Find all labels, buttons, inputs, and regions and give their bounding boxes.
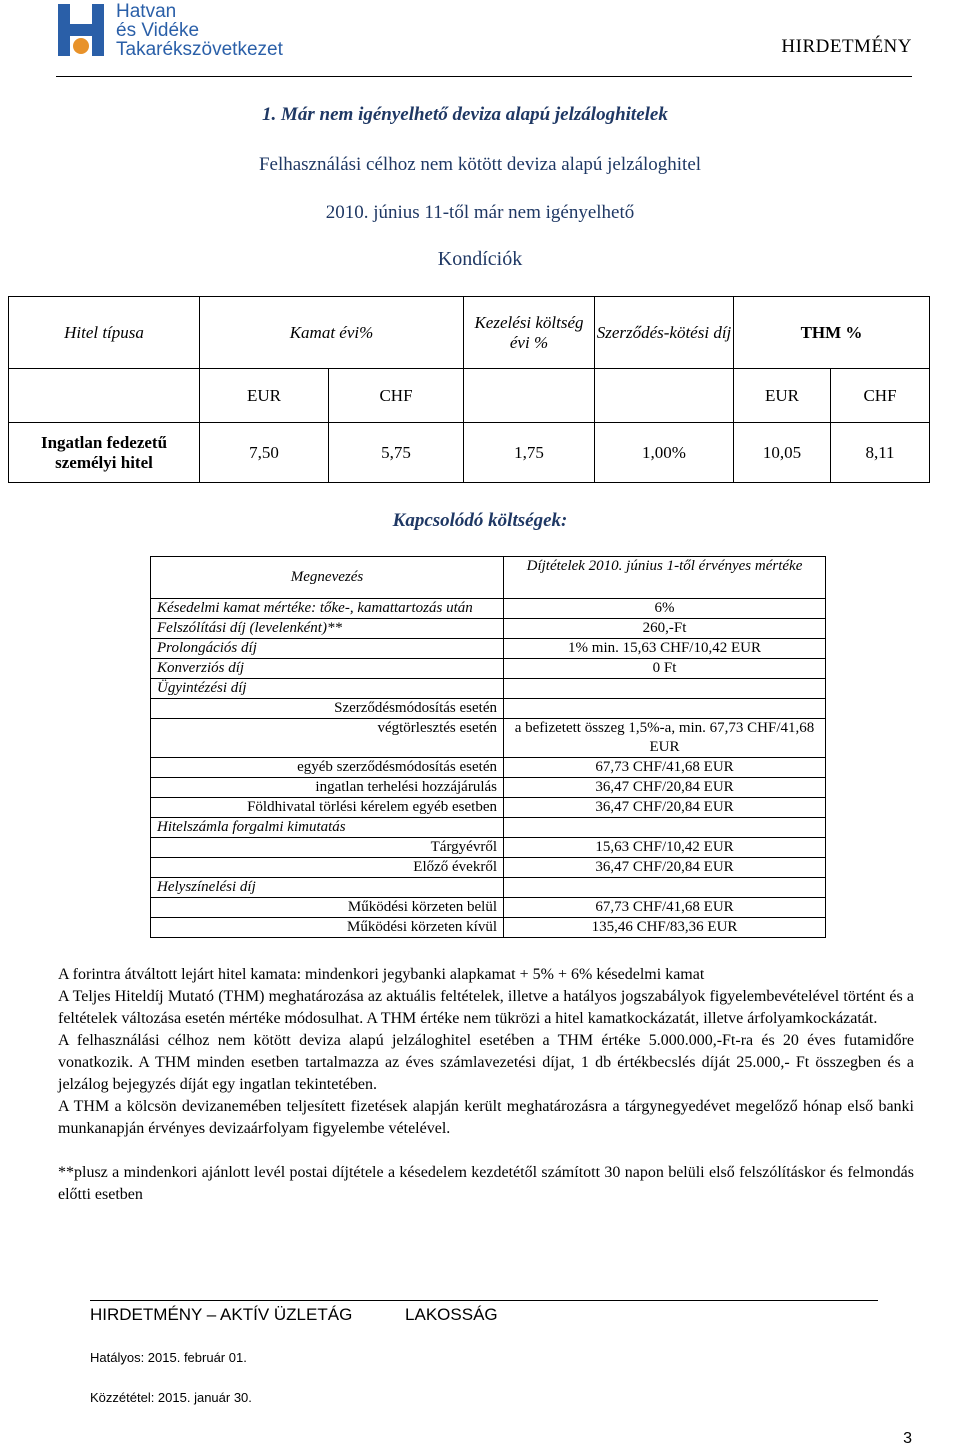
fee-value xyxy=(504,699,826,719)
footer-right: LAKOSSÁG xyxy=(405,1305,498,1324)
footer-divider xyxy=(90,1300,878,1301)
fee-value: 36,47 CHF/20,84 EUR xyxy=(504,858,826,878)
fee-name: Prolongációs díj xyxy=(151,639,504,659)
fees-header-name: Megnevezés xyxy=(151,557,504,599)
conditions-data-row xyxy=(9,423,930,483)
fees-header-row xyxy=(151,557,826,599)
fee-value: 15,63 CHF/10,42 EUR xyxy=(504,838,826,858)
fee-name: Konverziós díj xyxy=(151,659,504,679)
note-paragraph: A forintra átváltott lejárt hitel kamata: mindenkori jegybanki alapkamat + 5% + 6% késedelmi kamat xyxy=(58,966,705,983)
page-number: 3 xyxy=(903,1430,912,1447)
fee-name: Helyszínelési díj xyxy=(151,878,504,898)
note-paragraph: **plusz a mindenkori ajánlott levél postai díjtétele a késedelem kezdetétől számított 30 napon belüli első felszólításkor és felmondás előtti esetben xyxy=(58,1164,914,1203)
fee-name: Tárgyévről xyxy=(151,838,504,858)
empty-cell xyxy=(464,369,595,423)
fee-value xyxy=(504,679,826,699)
fee-name: Előző évekről xyxy=(151,858,504,878)
fee-value: 36,47 CHF/20,84 EUR xyxy=(504,798,826,818)
conditions-table xyxy=(8,296,930,483)
logo-text xyxy=(116,2,283,59)
fee-row xyxy=(151,679,826,699)
fee-name: Szerződésmódosítás esetén xyxy=(151,699,504,719)
logo-mark-icon xyxy=(56,2,112,58)
conditions-header-row xyxy=(9,297,930,369)
fee-value: 1% min. 15,63 CHF/10,42 EUR xyxy=(504,639,826,659)
fee-row xyxy=(151,719,826,758)
logo-line-3: Takarékszövetkezet xyxy=(116,39,283,60)
fee-value: 6% xyxy=(504,599,826,619)
col-header: THM % xyxy=(734,297,930,369)
fee-name: ingatlan terhelési hozzájárulás xyxy=(151,778,504,798)
fee-value: 0 Ft xyxy=(504,659,826,679)
fee-row xyxy=(151,699,826,719)
fee-row xyxy=(151,639,826,659)
logo-line-2: és Vidéke xyxy=(116,20,200,41)
col-header: Kezelési költség évi % xyxy=(464,297,595,369)
fee-value: 36,47 CHF/20,84 EUR xyxy=(504,778,826,798)
conditions-subheader-row xyxy=(9,369,930,423)
logo xyxy=(56,2,316,58)
fee-name: végtörlesztés esetén xyxy=(151,719,504,758)
header-divider xyxy=(56,76,912,77)
fees-header-value: Díjtételek 2010. június 1-től érvényes mértéke xyxy=(504,557,826,599)
conditions-title: Kondíciók xyxy=(437,248,523,270)
fee-row xyxy=(151,758,826,778)
cell-value: 7,50 xyxy=(200,423,329,483)
col-header: Hitel típusa xyxy=(9,297,200,369)
fee-name: Ügyintézési díj xyxy=(151,679,504,699)
fee-row xyxy=(151,798,826,818)
cell-value: 1,75 xyxy=(464,423,595,483)
fee-row xyxy=(151,898,826,918)
fee-row xyxy=(151,878,826,898)
subtitle: Felhasználási célhoz nem kötött deviza alapú jelzáloghitel xyxy=(258,154,702,175)
published-date: Közzététel: 2015. január 30. xyxy=(90,1390,252,1405)
fee-value: 260,-Ft xyxy=(504,619,826,639)
fee-row xyxy=(151,659,826,679)
fee-name: Hitelszámla forgalmi kimutatás xyxy=(151,818,504,838)
sub-header: CHF xyxy=(329,369,464,423)
footer-left: HIRDETMÉNY – AKTÍV ÜZLETÁG xyxy=(90,1305,353,1324)
header-title: HIRDETMÉNY xyxy=(781,36,912,57)
effective-date: Hatályos: 2015. február 01. xyxy=(90,1350,247,1365)
fee-value xyxy=(504,818,826,838)
note-paragraph: A THM a kölcsön devizanemében teljesített fizetések alapján került meghatározásra a tárgynegyedévet megelőző hónap első banki munkanapján érvényes devizaárfolyam figyelembe vételével. xyxy=(58,1098,914,1137)
empty-cell xyxy=(595,369,734,423)
fee-name: Működési körzeten belül xyxy=(151,898,504,918)
fee-row xyxy=(151,778,826,798)
fee-name: Földhivatal törlési kérelem egyéb esetben xyxy=(151,798,504,818)
empty-cell xyxy=(9,369,200,423)
fee-name: Késedelmi kamat mértéke: tőke-, kamattartozás után xyxy=(151,599,504,619)
cell-value: 8,11 xyxy=(831,423,930,483)
note-paragraph: A felhasználási célhoz nem kötött deviza alapú jelzáloghitel esetében a THM értéke 5.000.000,-Ft-ra és 20 éves futamidőre vonatkozik. A THM minden esetben tartalmazza az éves számlavezetési díjat, 1 db értékbecslés díját 25.000,- Ft összegben és a jelzálog bejegyzés díját egy ingatlan tekintetében. xyxy=(58,1032,914,1093)
fees-table xyxy=(150,556,826,938)
note-paragraph: A Teljes Hiteldíj Mutató (THM) meghatározása az aktuális feltételek, illetve a hatályos jogszabályok figyelembevételével történt és a feltételek változása esetén mértéke módosulhat. A THM értéke nem tükrözi a hitel kamatkockázatát, illetve árfolyamkockázatát. xyxy=(58,988,914,1027)
fee-name: egyéb szerződésmódosítás esetén xyxy=(151,758,504,778)
fee-row xyxy=(151,818,826,838)
fee-value: 67,73 CHF/41,68 EUR xyxy=(504,898,826,918)
sub-header: EUR xyxy=(734,369,831,423)
sub-header: CHF xyxy=(831,369,930,423)
fee-value xyxy=(504,878,826,898)
row-label: Ingatlan fedezetű személyi hitel xyxy=(9,423,200,483)
fee-row xyxy=(151,619,826,639)
fee-value: 135,46 CHF/83,36 EUR xyxy=(504,918,826,938)
fee-value: a befizetett összeg 1,5%-a, min. 67,73 CHF/41,68 EUR xyxy=(504,719,826,758)
fee-row xyxy=(151,918,826,938)
section-title: 1. Már nem igényelhető deviza alapú jelzáloghitelek xyxy=(262,104,668,125)
fee-name: Működési körzeten kívül xyxy=(151,918,504,938)
related-costs-title: Kapcsolódó költségek: xyxy=(392,510,568,531)
footer-title xyxy=(90,1305,546,1325)
date-line: 2010. június 11-től már nem igényelhető xyxy=(325,202,635,223)
logo-line-1: Hatvan xyxy=(116,1,177,22)
cell-value: 5,75 xyxy=(329,423,464,483)
col-header: Szerződés-kötési díj xyxy=(595,297,734,369)
fee-value: 67,73 CHF/41,68 EUR xyxy=(504,758,826,778)
notes xyxy=(58,964,914,1206)
cell-value: 1,00% xyxy=(595,423,734,483)
col-header: Kamat évi% xyxy=(200,297,464,369)
cell-value: 10,05 xyxy=(734,423,831,483)
sub-header: EUR xyxy=(200,369,329,423)
fee-row xyxy=(151,599,826,619)
fee-row xyxy=(151,838,826,858)
fee-name: Felszólítási díj (levelenként)** xyxy=(151,619,504,639)
fee-row xyxy=(151,858,826,878)
